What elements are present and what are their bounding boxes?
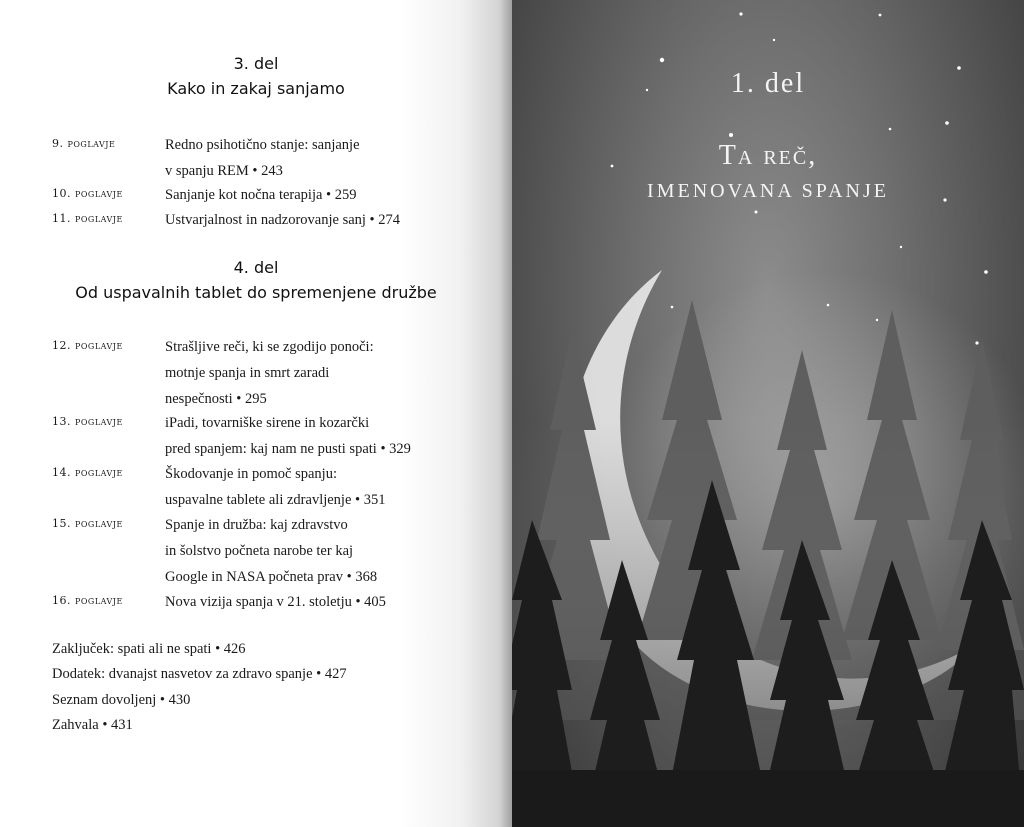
chapter-title-line: Nova vizija spanja v 21. stoletju • 405	[165, 594, 386, 610]
fog	[512, 420, 1024, 720]
chapter-title-line: Sanjanje kot nočna terapija • 259	[165, 187, 357, 203]
part4-heading	[0, 258, 512, 302]
chapter-label: 15. poglavje	[52, 517, 123, 530]
chapter-title-line: Google in NASA počneta prav • 368	[165, 569, 378, 585]
part3-title: Kako in zakaj sanjamo	[167, 79, 345, 98]
back-matter-item: Seznam dovoljenj • 430	[52, 692, 191, 708]
back-matter-item: Dodatek: dvanajst nasvetov za zdravo spanje • 427	[52, 666, 347, 682]
chapter-label: 12. poglavje	[52, 339, 123, 352]
chapter-title-line: Redno psihotično stanje: sanjanje	[165, 137, 360, 153]
star	[729, 133, 733, 137]
chapter-title-line: nespečnosti • 295	[165, 391, 267, 407]
chapter-title-line: Spanje in družba: kaj zdravstvo	[165, 517, 348, 533]
part-number: 1. del	[730, 68, 806, 99]
star	[889, 128, 892, 131]
back-matter-item: Zaključek: spati ali ne spati • 426	[52, 641, 246, 657]
chapter-label: 14. poglavje	[52, 466, 123, 479]
chapter-title-line: in šolstvo počneta narobe ter kaj	[165, 543, 354, 559]
star	[879, 14, 882, 17]
moon-forest-illustration	[512, 0, 1024, 827]
chapter-label: 10. poglavje	[52, 187, 123, 200]
chapter-title-line: motnje spanja in smrt zaradi	[165, 365, 330, 381]
part-title-page	[512, 0, 1024, 827]
chapter-title-line: v spanju REM • 243	[165, 163, 283, 179]
part3-number: 3. del	[233, 54, 279, 73]
chapter-title	[165, 132, 360, 184]
chapter-title-line: Škodovanje in pomoč spanju:	[165, 466, 337, 482]
part3-heading	[0, 54, 512, 98]
star	[660, 58, 664, 62]
part4-number: 4. del	[233, 258, 279, 277]
chapter-title	[165, 334, 374, 412]
chapter-title-line: uspavalne tablete ali zdravljenje • 351	[165, 492, 386, 508]
chapter-title-line: iPadi, tovarniške sirene in kozarčki	[165, 415, 370, 431]
chapter-label: 11. poglavje	[52, 212, 123, 225]
chapter-title	[165, 589, 386, 615]
chapter-title-line: pred spanjem: kaj nam ne pusti spati • 329	[165, 441, 411, 457]
chapter-title-line: Ustvarjalnost in nadzorovanje sanj • 274	[165, 212, 401, 228]
chapter-label: 13. poglavje	[52, 415, 123, 428]
chapter-title-line: Strašljive reči, ki se zgodijo ponoči:	[165, 339, 374, 355]
star	[900, 246, 902, 248]
back-matter-item: Zahvala • 431	[52, 717, 133, 733]
chapter-title	[165, 461, 385, 513]
chapter-label: 9. poglavje	[52, 137, 116, 150]
star	[671, 306, 674, 309]
star	[984, 270, 988, 274]
chapter-title	[165, 207, 400, 233]
chapter-label: 16. poglavje	[52, 594, 123, 607]
part4-title: Od uspavalnih tablet do spremenjene družbe	[75, 283, 437, 302]
star	[773, 39, 775, 41]
forest-floor	[512, 770, 1024, 827]
star	[739, 12, 742, 15]
star	[755, 211, 758, 214]
star	[945, 121, 949, 125]
part-title-line2: IMENOVANA SPANJE	[647, 180, 889, 202]
chapter-title	[165, 512, 377, 590]
part-title-line1: Ta reč,	[718, 140, 818, 171]
chapter-title	[165, 410, 411, 462]
chapter-title	[165, 182, 357, 208]
